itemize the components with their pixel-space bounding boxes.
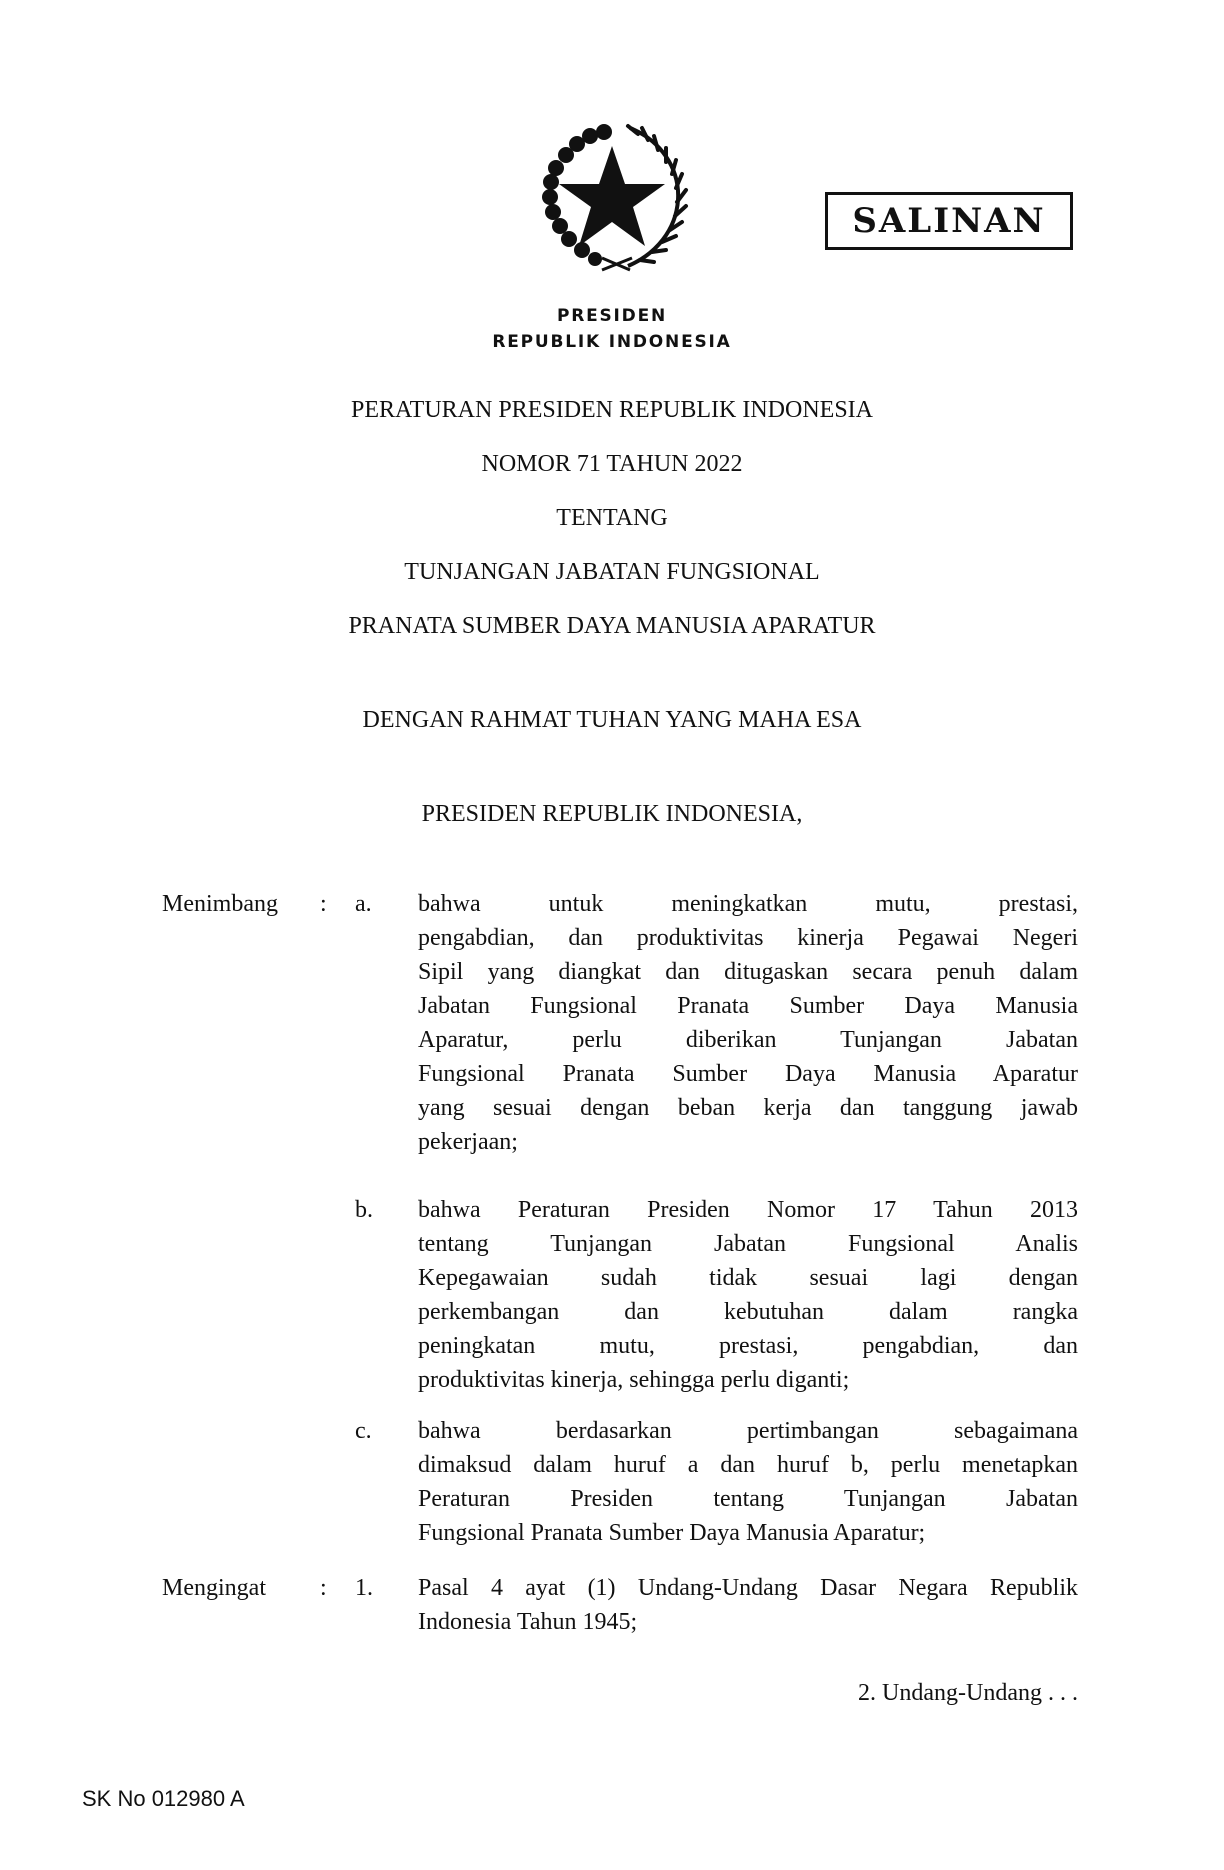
- text-line: Pasal 4 ayat (1) Undang-Undang Dasar Negara Republik: [418, 1575, 1078, 1601]
- mengingat-item-marker: 1.: [355, 1575, 373, 1601]
- mengingat-colon: :: [320, 1575, 327, 1601]
- regulation-number: NOMOR 71 TAHUN 2022: [481, 451, 743, 477]
- text-line: bahwa berdasarkan pertimbangan sebagaimana: [418, 1418, 1078, 1444]
- text-line: peningkatan mutu, prestasi, pengabdian, dan: [418, 1333, 1078, 1359]
- menimbang-colon: :: [320, 891, 327, 917]
- text-line: Aparatur, perlu diberikan Tunjangan Jabatan: [418, 1027, 1078, 1053]
- text-line: Kepegawaian sudah tidak sesuai lagi dengan: [418, 1265, 1078, 1291]
- text-line: Fungsional Pranata Sumber Daya Manusia Aparatur: [418, 1061, 1078, 1087]
- salinan-text: SALINAN: [852, 201, 1046, 241]
- text-line: yang sesuai dengan beban kerja dan tanggung jawab: [418, 1095, 1078, 1121]
- issuer-line-1: PRESIDEN: [556, 306, 668, 326]
- menimbang-item-marker: b.: [355, 1197, 373, 1223]
- regulation-subject-line-2: PRANATA SUMBER DAYA MANUSIA APARATUR: [348, 613, 876, 639]
- menimbang-item-c: [418, 1414, 1078, 1550]
- text-line: tentang Tunjangan Jabatan Fungsional Analis: [418, 1231, 1078, 1257]
- authority: PRESIDEN REPUBLIK INDONESIA,: [421, 801, 803, 827]
- text-line: dimaksud dalam huruf a dan huruf b, perlu menetapkan: [418, 1452, 1078, 1478]
- text-line: perkembangan dan kebutuhan dalam rangka: [418, 1299, 1078, 1325]
- text-line: Sipil yang diangkat dan ditugaskan secara penuh dalam: [418, 959, 1078, 985]
- invocation: DENGAN RAHMAT TUHAN YANG MAHA ESA: [362, 707, 862, 733]
- regulation-subject-line-1: TUNJANGAN JABATAN FUNGSIONAL: [404, 559, 820, 585]
- text-line: produktivitas kinerja, sehingga perlu diganti;: [418, 1367, 850, 1393]
- regulation-title: PERATURAN PRESIDEN REPUBLIK INDONESIA: [350, 397, 874, 423]
- page-catchword: 2. Undang-Undang . . .: [858, 1680, 1078, 1706]
- text-line: Jabatan Fungsional Pranata Sumber Daya Manusia: [418, 993, 1078, 1019]
- sk-number: SK No 012980 A: [82, 1786, 245, 1811]
- mengingat-label: Mengingat: [162, 1575, 266, 1601]
- state-emblem-icon: [532, 118, 692, 278]
- salinan-stamp: [825, 192, 1073, 250]
- text-line: Indonesia Tahun 1945;: [418, 1609, 638, 1635]
- menimbang-item-b: [418, 1193, 1078, 1397]
- issuer-line-2: REPUBLIK INDONESIA: [492, 332, 732, 352]
- menimbang-item-marker: c.: [355, 1418, 372, 1444]
- text-line: pengabdian, dan produktivitas kinerja Pegawai Negeri: [418, 925, 1078, 951]
- text-line: bahwa Peraturan Presiden Nomor 17 Tahun 2013: [418, 1197, 1078, 1223]
- menimbang-item-marker: a.: [355, 891, 372, 917]
- text-line: Fungsional Pranata Sumber Daya Manusia Aparatur;: [418, 1520, 926, 1546]
- menimbang-item-a: [418, 887, 1078, 1159]
- menimbang-label: Menimbang: [162, 891, 278, 917]
- mengingat-item-1: [418, 1571, 1078, 1639]
- regulation-about: TENTANG: [556, 505, 668, 531]
- text-line: bahwa untuk meningkatkan mutu, prestasi,: [418, 891, 1078, 917]
- text-line: Peraturan Presiden tentang Tunjangan Jabatan: [418, 1486, 1078, 1512]
- text-line: pekerjaan;: [418, 1129, 518, 1155]
